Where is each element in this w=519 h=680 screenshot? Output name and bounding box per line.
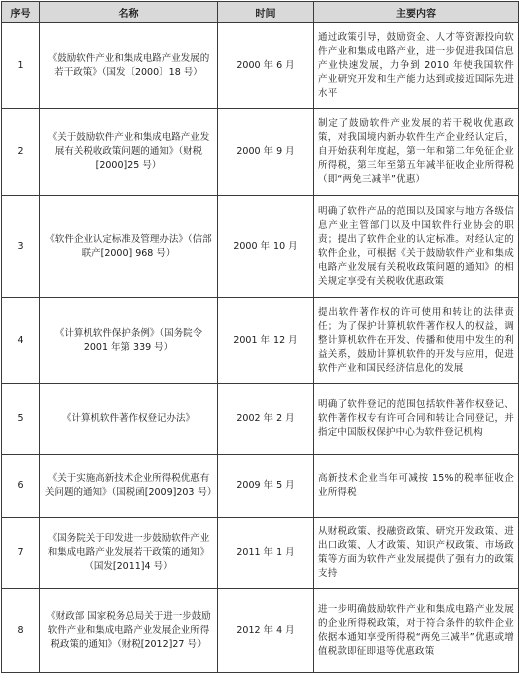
table-row — [2, 23, 519, 109]
policy-content: 制定了鼓励软件产业发展的若干税收优惠政策，对我国境内新办软件生产企业经认定后，自开始获利年度起，第一年和第二年免征企业所得税，第三年至第五年减半征收企业所得税（即“两免三减半”优惠） — [314, 109, 519, 196]
policy-content: 从财税政策、投融资政策、研究开发政策、进出口政策、人才政策、知识产权政策、市场政策等方面为软件产业发展提供了强有力的政策支持 — [314, 518, 519, 589]
policy-name: 《软件企业认定标准及管理办法》（信部联产[2000] 968 号） — [40, 196, 218, 298]
header-name: 名称 — [40, 2, 218, 23]
policy-time: 2001 年 12 月 — [218, 298, 314, 384]
table-row — [2, 384, 519, 455]
row-index: 3 — [2, 196, 40, 298]
table-row — [2, 455, 519, 518]
policy-time: 2000 年 9 月 — [218, 109, 314, 196]
row-index: 2 — [2, 109, 40, 196]
header-time: 时间 — [218, 2, 314, 23]
policy-time: 2012 年 4 月 — [218, 589, 314, 673]
table-row — [2, 589, 519, 673]
table-row — [2, 196, 519, 298]
policy-content: 通过政策引导，鼓励资金、人才等资源投向软件产业和集成电路产业，进一步促进我国信息产业快速发展，力争到 2010 年使我国软件产业研究开发和生产能力达到或接近国际先进水平 — [314, 23, 519, 109]
policy-content: 进一步明确鼓励软件产业和集成电路产业发展的企业所得税政策，对于符合条件的软件企业依据本通知享受所得税“两免三减半”优惠或增值税款即征即退等优惠政策 — [314, 589, 519, 673]
policy-name: 《鼓励软件产业和集成电路产业发展的若干政策》（国发〔2000〕18 号） — [40, 23, 218, 109]
policy-name: 《计算机软件保护条例》（国务院令 2001 年第 339 号） — [40, 298, 218, 384]
policy-time: 2009 年 5 月 — [218, 455, 314, 518]
policy-content: 明确了软件产品的范围以及国家与地方各级信息产业主管部门以及中国软件行业协会的职责；提出了软件企业的认定标准。对经认定的软件企业，可根据《关于鼓励软件产业和集成电路产业发展有关税收政策问题的通知》的相关规定享受有关税收优惠政策 — [314, 196, 519, 298]
policy-name: 《财政部 国家税务总局关于进一步鼓励软件产业和集成电路产业发展企业所得税政策的通知》（财税[2012]27 号） — [40, 589, 218, 673]
table-header-row — [2, 2, 519, 23]
policy-time: 2000 年 10 月 — [218, 196, 314, 298]
policy-name: 《计算机软件著作权登记办法》 — [40, 384, 218, 455]
header-index: 序号 — [2, 2, 40, 23]
row-index: 8 — [2, 589, 40, 673]
row-index: 1 — [2, 23, 40, 109]
policy-name: 《关于实施高新技术企业所得税优惠有关问题的通知》（国税函[2009]203 号） — [40, 455, 218, 518]
policy-time: 2002 年 2 月 — [218, 384, 314, 455]
row-index: 4 — [2, 298, 40, 384]
row-index: 5 — [2, 384, 40, 455]
policy-name: 《关于鼓励软件产业和集成电路产业发展有关税收政策问题的通知》（财税[2000]25 号） — [40, 109, 218, 196]
policy-content: 高新技术企业当年可减按 15%的税率征收企业所得税 — [314, 455, 519, 518]
header-content: 主要内容 — [314, 2, 519, 23]
policy-time: 2000 年 6 月 — [218, 23, 314, 109]
row-index: 6 — [2, 455, 40, 518]
row-index: 7 — [2, 518, 40, 589]
policy-time: 2011 年 1 月 — [218, 518, 314, 589]
policy-name: 《国务院关于印发进一步鼓励软件产业和集成电路产业发展若干政策的通知》（国发[2011]4 号） — [40, 518, 218, 589]
policy-content: 明确了软件登记的范围包括软件著作权登记、软件著作权专有许可合同和转让合同登记，并指定中国版权保护中心为软件登记机构 — [314, 384, 519, 455]
table-row — [2, 298, 519, 384]
policy-content: 提出软件著作权的许可使用和转让的法律责任；为了保护计算机软件著作权人的权益，调整计算机软件在开发、传播和使用中发生的利益关系，鼓励计算机软件的开发与应用，促进软件产业和国民经济信息化的发展 — [314, 298, 519, 384]
policy-table — [1, 1, 519, 673]
table-row — [2, 518, 519, 589]
table-row — [2, 109, 519, 196]
